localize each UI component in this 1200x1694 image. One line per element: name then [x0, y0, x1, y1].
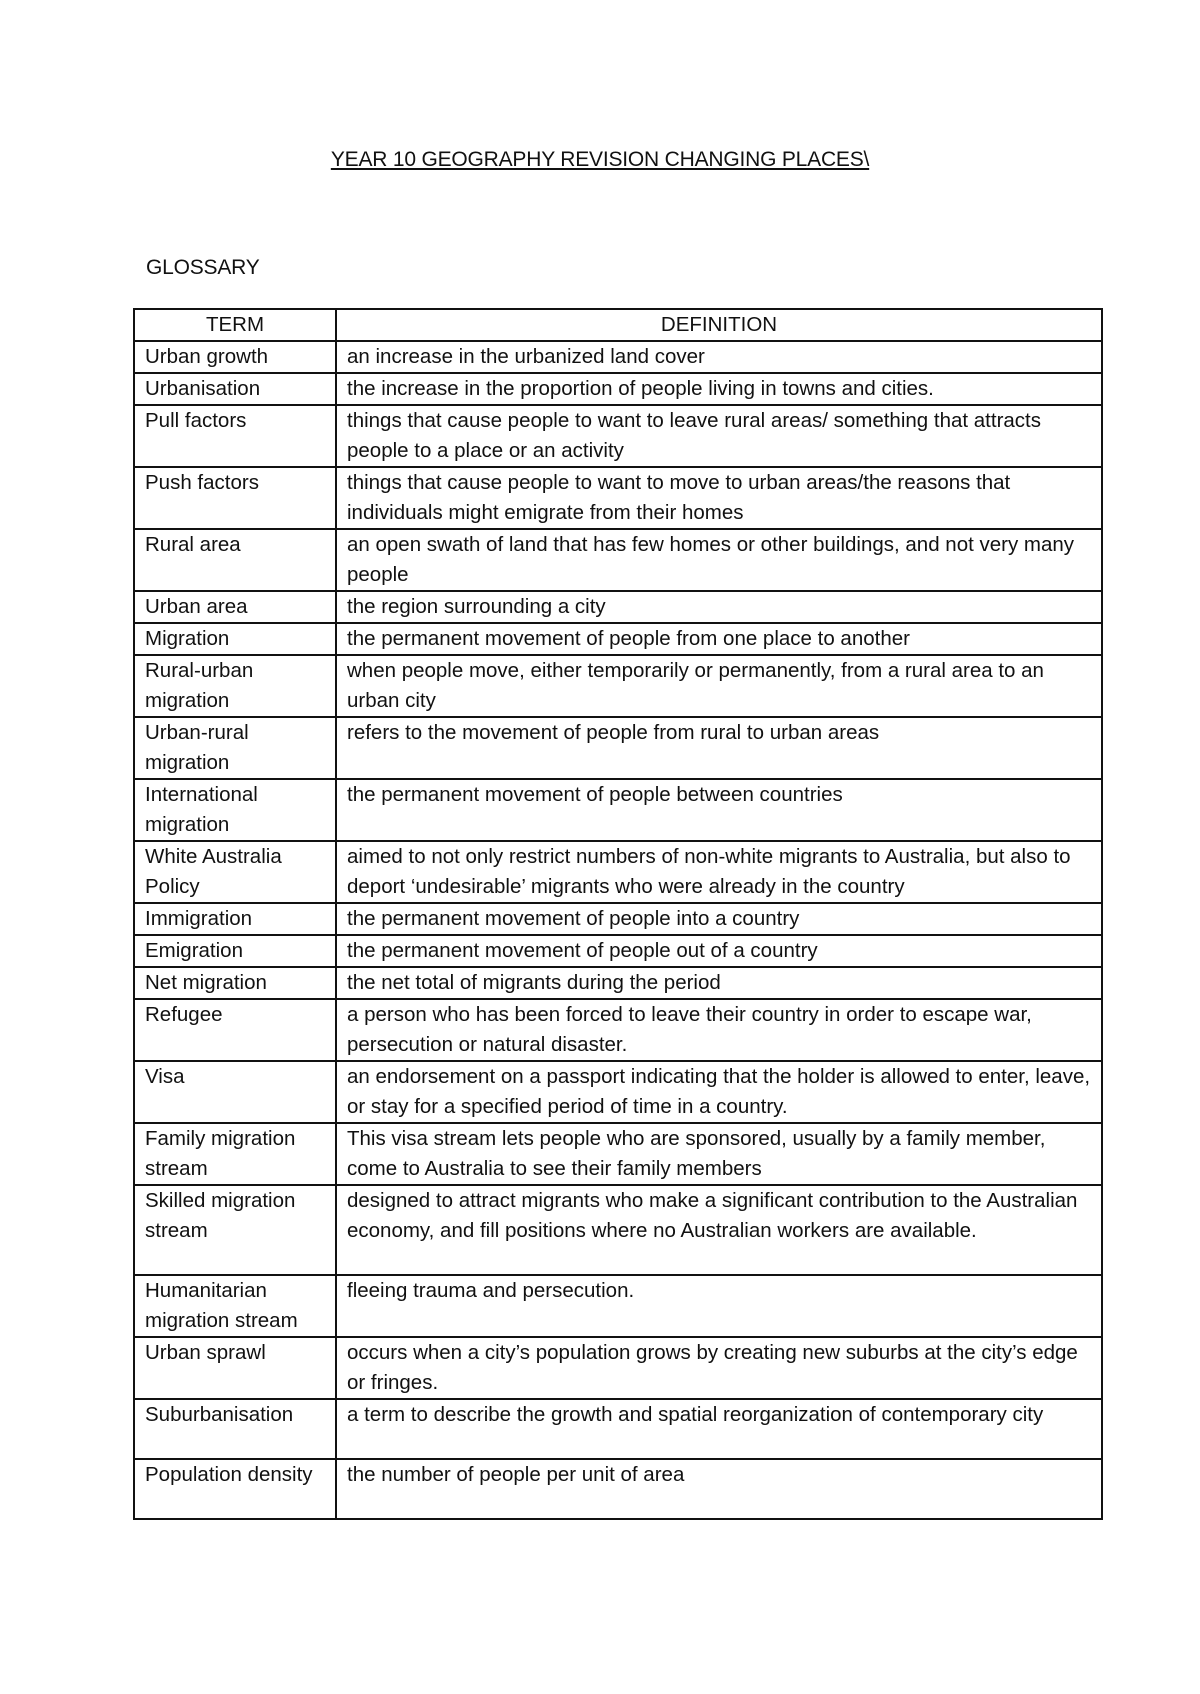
definition-cell: the region surrounding a city: [336, 591, 1102, 623]
table-row: [134, 529, 1102, 591]
definition-cell: an increase in the urbanized land cover: [336, 341, 1102, 373]
term-cell: Population density: [134, 1459, 336, 1519]
term-cell: Urban-rural migration: [134, 717, 336, 779]
term-cell: Humanitarian migration stream: [134, 1275, 336, 1337]
term-cell: Rural area: [134, 529, 336, 591]
table-row: [134, 717, 1102, 779]
definition-cell: the increase in the proportion of people living in towns and cities.: [336, 373, 1102, 405]
table-row: [134, 999, 1102, 1061]
table-row: [134, 655, 1102, 717]
term-column-header: TERM: [134, 309, 336, 341]
term-cell: White Australia Policy: [134, 841, 336, 903]
term-cell: Urbanisation: [134, 373, 336, 405]
table-row: [134, 1185, 1102, 1275]
term-cell: Skilled migration stream: [134, 1185, 336, 1275]
table-row: [134, 405, 1102, 467]
definition-cell: things that cause people to want to move to urban areas/the reasons that individuals might emigrate from their homes: [336, 467, 1102, 529]
table-row: [134, 591, 1102, 623]
table-row: [134, 841, 1102, 903]
table-row: [134, 623, 1102, 655]
definition-cell: the number of people per unit of area: [336, 1459, 1102, 1519]
term-cell: Migration: [134, 623, 336, 655]
term-cell: Suburbanisation: [134, 1399, 336, 1459]
term-cell: Immigration: [134, 903, 336, 935]
definition-cell: the permanent movement of people into a country: [336, 903, 1102, 935]
definition-cell: the permanent movement of people between countries: [336, 779, 1102, 841]
term-cell: Net migration: [134, 967, 336, 999]
table-row: [134, 779, 1102, 841]
table-row: [134, 1061, 1102, 1123]
term-cell: Pull factors: [134, 405, 336, 467]
table-row: [134, 467, 1102, 529]
table-header-row: [134, 309, 1102, 341]
page-title: YEAR 10 GEOGRAPHY REVISION CHANGING PLACES\: [330, 148, 870, 171]
glossary-table: [133, 308, 1103, 1520]
definition-cell: the permanent movement of people out of a country: [336, 935, 1102, 967]
table-row: [134, 1123, 1102, 1185]
term-cell: Family migration stream: [134, 1123, 336, 1185]
table-row: [134, 373, 1102, 405]
term-cell: Emigration: [134, 935, 336, 967]
definition-cell: an endorsement on a passport indicating that the holder is allowed to enter, leave, or stay for a specified period of time in a country.: [336, 1061, 1102, 1123]
term-cell: Refugee: [134, 999, 336, 1061]
table-row: [134, 1459, 1102, 1519]
term-cell: Urban growth: [134, 341, 336, 373]
term-cell: International migration: [134, 779, 336, 841]
definition-cell: refers to the movement of people from rural to urban areas: [336, 717, 1102, 779]
term-cell: Push factors: [134, 467, 336, 529]
table-row: [134, 967, 1102, 999]
definition-cell: a person who has been forced to leave their country in order to escape war, persecution or natural disaster.: [336, 999, 1102, 1061]
definition-cell: the permanent movement of people from one place to another: [336, 623, 1102, 655]
definition-cell: aimed to not only restrict numbers of non-white migrants to Australia, but also to deport ‘undesirable’ migrants who were already in the country: [336, 841, 1102, 903]
definition-cell: occurs when a city’s population grows by creating new suburbs at the city’s edge or fringes.: [336, 1337, 1102, 1399]
definition-cell: This visa stream lets people who are sponsored, usually by a family member, come to Australia to see their family members: [336, 1123, 1102, 1185]
table-row: [134, 341, 1102, 373]
table-row: [134, 1275, 1102, 1337]
table-row: [134, 903, 1102, 935]
definition-column-header: DEFINITION: [336, 309, 1102, 341]
definition-cell: the net total of migrants during the period: [336, 967, 1102, 999]
table-row: [134, 1337, 1102, 1399]
term-cell: Rural-urban migration: [134, 655, 336, 717]
definition-cell: an open swath of land that has few homes or other buildings, and not very many people: [336, 529, 1102, 591]
definition-cell: when people move, either temporarily or permanently, from a rural area to an urban city: [336, 655, 1102, 717]
definition-cell: things that cause people to want to leave rural areas/ something that attracts people to a place or an activity: [336, 405, 1102, 467]
term-cell: Visa: [134, 1061, 336, 1123]
definition-cell: a term to describe the growth and spatial reorganization of contemporary city: [336, 1399, 1102, 1459]
definition-cell: designed to attract migrants who make a significant contribution to the Australian economy, and fill positions where no Australian workers are available.: [336, 1185, 1102, 1275]
glossary-heading: GLOSSARY: [146, 256, 260, 279]
table-row: [134, 935, 1102, 967]
term-cell: Urban sprawl: [134, 1337, 336, 1399]
term-cell: Urban area: [134, 591, 336, 623]
table-row: [134, 1399, 1102, 1459]
definition-cell: fleeing trauma and persecution.: [336, 1275, 1102, 1337]
